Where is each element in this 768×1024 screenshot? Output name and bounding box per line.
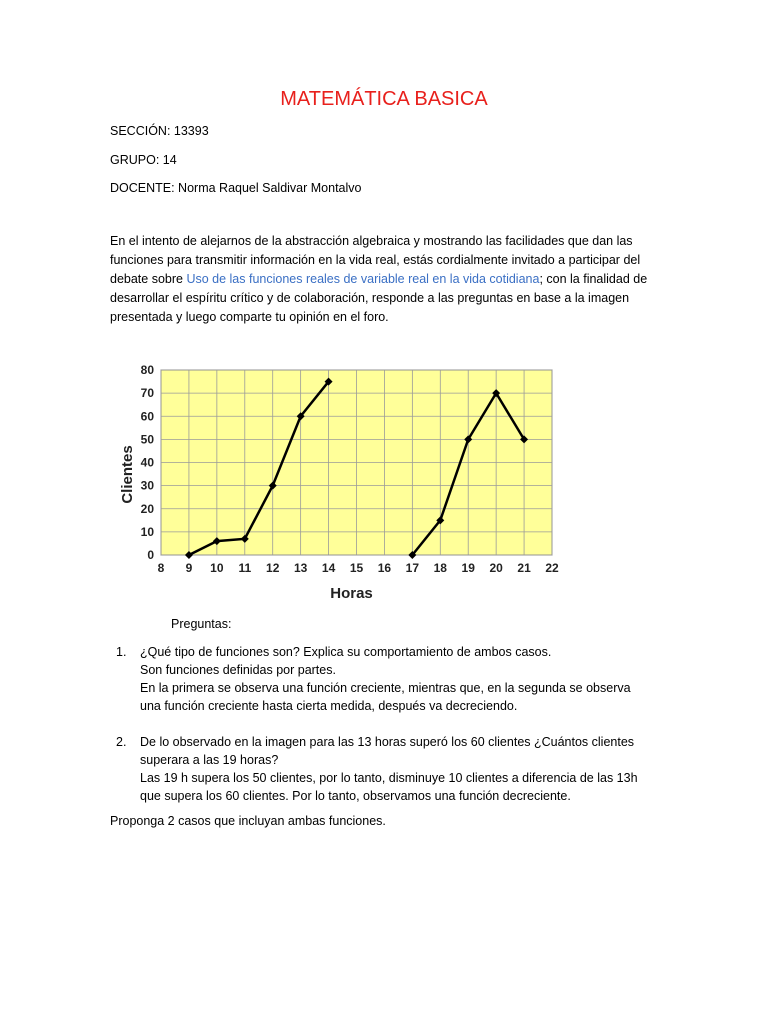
x-tick-label: 17 bbox=[405, 561, 420, 575]
y-tick-label: 40 bbox=[140, 455, 154, 470]
docente-line: DOCENTE: Norma Raquel Saldivar Montalvo bbox=[110, 181, 362, 195]
x-tick-label: 20 bbox=[489, 561, 503, 575]
question-text: superara a las 19 horas? bbox=[140, 753, 279, 767]
grupo-line: GRUPO: 14 bbox=[110, 153, 177, 167]
intro-text-end: ; con la finalidad de desarrollar el espíritu crítico y de colaboración, responde a las preguntas en base a la imagen presentada y luego comparte tu opinión en el foro. bbox=[110, 272, 648, 324]
intro-paragraph bbox=[110, 232, 670, 327]
y-tick-label: 10 bbox=[140, 524, 154, 539]
answer-line: una función creciente hasta cierta medida, después va decreciendo. bbox=[140, 699, 518, 713]
y-axis-label: Clientes bbox=[119, 445, 136, 504]
closing-instruction: Proponga 2 casos que incluyan ambas funciones. bbox=[110, 814, 386, 828]
x-tick-label: 18 bbox=[433, 561, 447, 575]
y-tick-label: 50 bbox=[140, 432, 154, 447]
y-tick-label: 30 bbox=[140, 478, 154, 493]
x-tick-label: 22 bbox=[545, 561, 559, 575]
y-tick-label: 0 bbox=[147, 548, 154, 562]
x-tick-label: 13 bbox=[293, 561, 308, 575]
x-tick-label: 19 bbox=[461, 561, 475, 575]
y-tick-label: 70 bbox=[140, 386, 154, 401]
answer-line: que supera los 60 clientes. Por lo tanto, observamos una función decreciente. bbox=[140, 789, 571, 803]
y-tick-label: 20 bbox=[140, 501, 154, 516]
x-tick-label: 14 bbox=[321, 561, 336, 575]
question-1 bbox=[116, 643, 631, 715]
question-number: 1. bbox=[116, 645, 127, 659]
question-2 bbox=[116, 733, 638, 805]
seccion-line: SECCIÓN: 13393 bbox=[110, 124, 209, 138]
x-tick-label: 10 bbox=[210, 561, 224, 575]
document-title: MATEMÁTICA BASICA bbox=[280, 88, 488, 110]
question-text: ¿Qué tipo de funciones son? Explica su comportamiento de ambos casos. bbox=[140, 645, 552, 659]
y-tick-label: 60 bbox=[140, 409, 154, 424]
x-tick-label: 16 bbox=[377, 561, 392, 575]
y-tick-label: 80 bbox=[140, 363, 154, 377]
debate-topic-link[interactable]: Uso de las funciones reales de variable real en la vida cotidiana bbox=[186, 272, 540, 286]
answer-line: Son funciones definidas por partes. bbox=[140, 663, 336, 677]
question-number: 2. bbox=[116, 735, 127, 749]
x-tick-label: 21 bbox=[517, 561, 531, 575]
x-axis-label: Horas bbox=[330, 585, 373, 602]
question-text: De lo observado en la imagen para las 13 horas superó los 60 clientes ¿Cuántos clientes bbox=[140, 735, 635, 749]
answer-line: Las 19 h supera los 50 clientes, por lo tanto, disminuye 10 clientes a diferencia de las 13h bbox=[140, 771, 638, 785]
clients-line-chart bbox=[108, 357, 578, 612]
preguntas-heading: Preguntas: bbox=[171, 617, 232, 631]
x-tick-label: 15 bbox=[349, 561, 364, 575]
x-tick-label: 8 bbox=[157, 561, 165, 575]
answer-line: En la primera se observa una función creciente, mientras que, en la segunda se observa bbox=[140, 681, 631, 695]
intro-text-start: En el intento de alejarnos de la abstracción algebraica y mostrando las facilidades que dan las funciones para transmitir información en la vida real, estás cordialmente invitado a participar del debate sobre bbox=[110, 234, 641, 286]
x-tick-label: 12 bbox=[266, 561, 280, 575]
x-tick-label: 11 bbox=[238, 561, 252, 575]
x-tick-label: 9 bbox=[185, 561, 193, 575]
